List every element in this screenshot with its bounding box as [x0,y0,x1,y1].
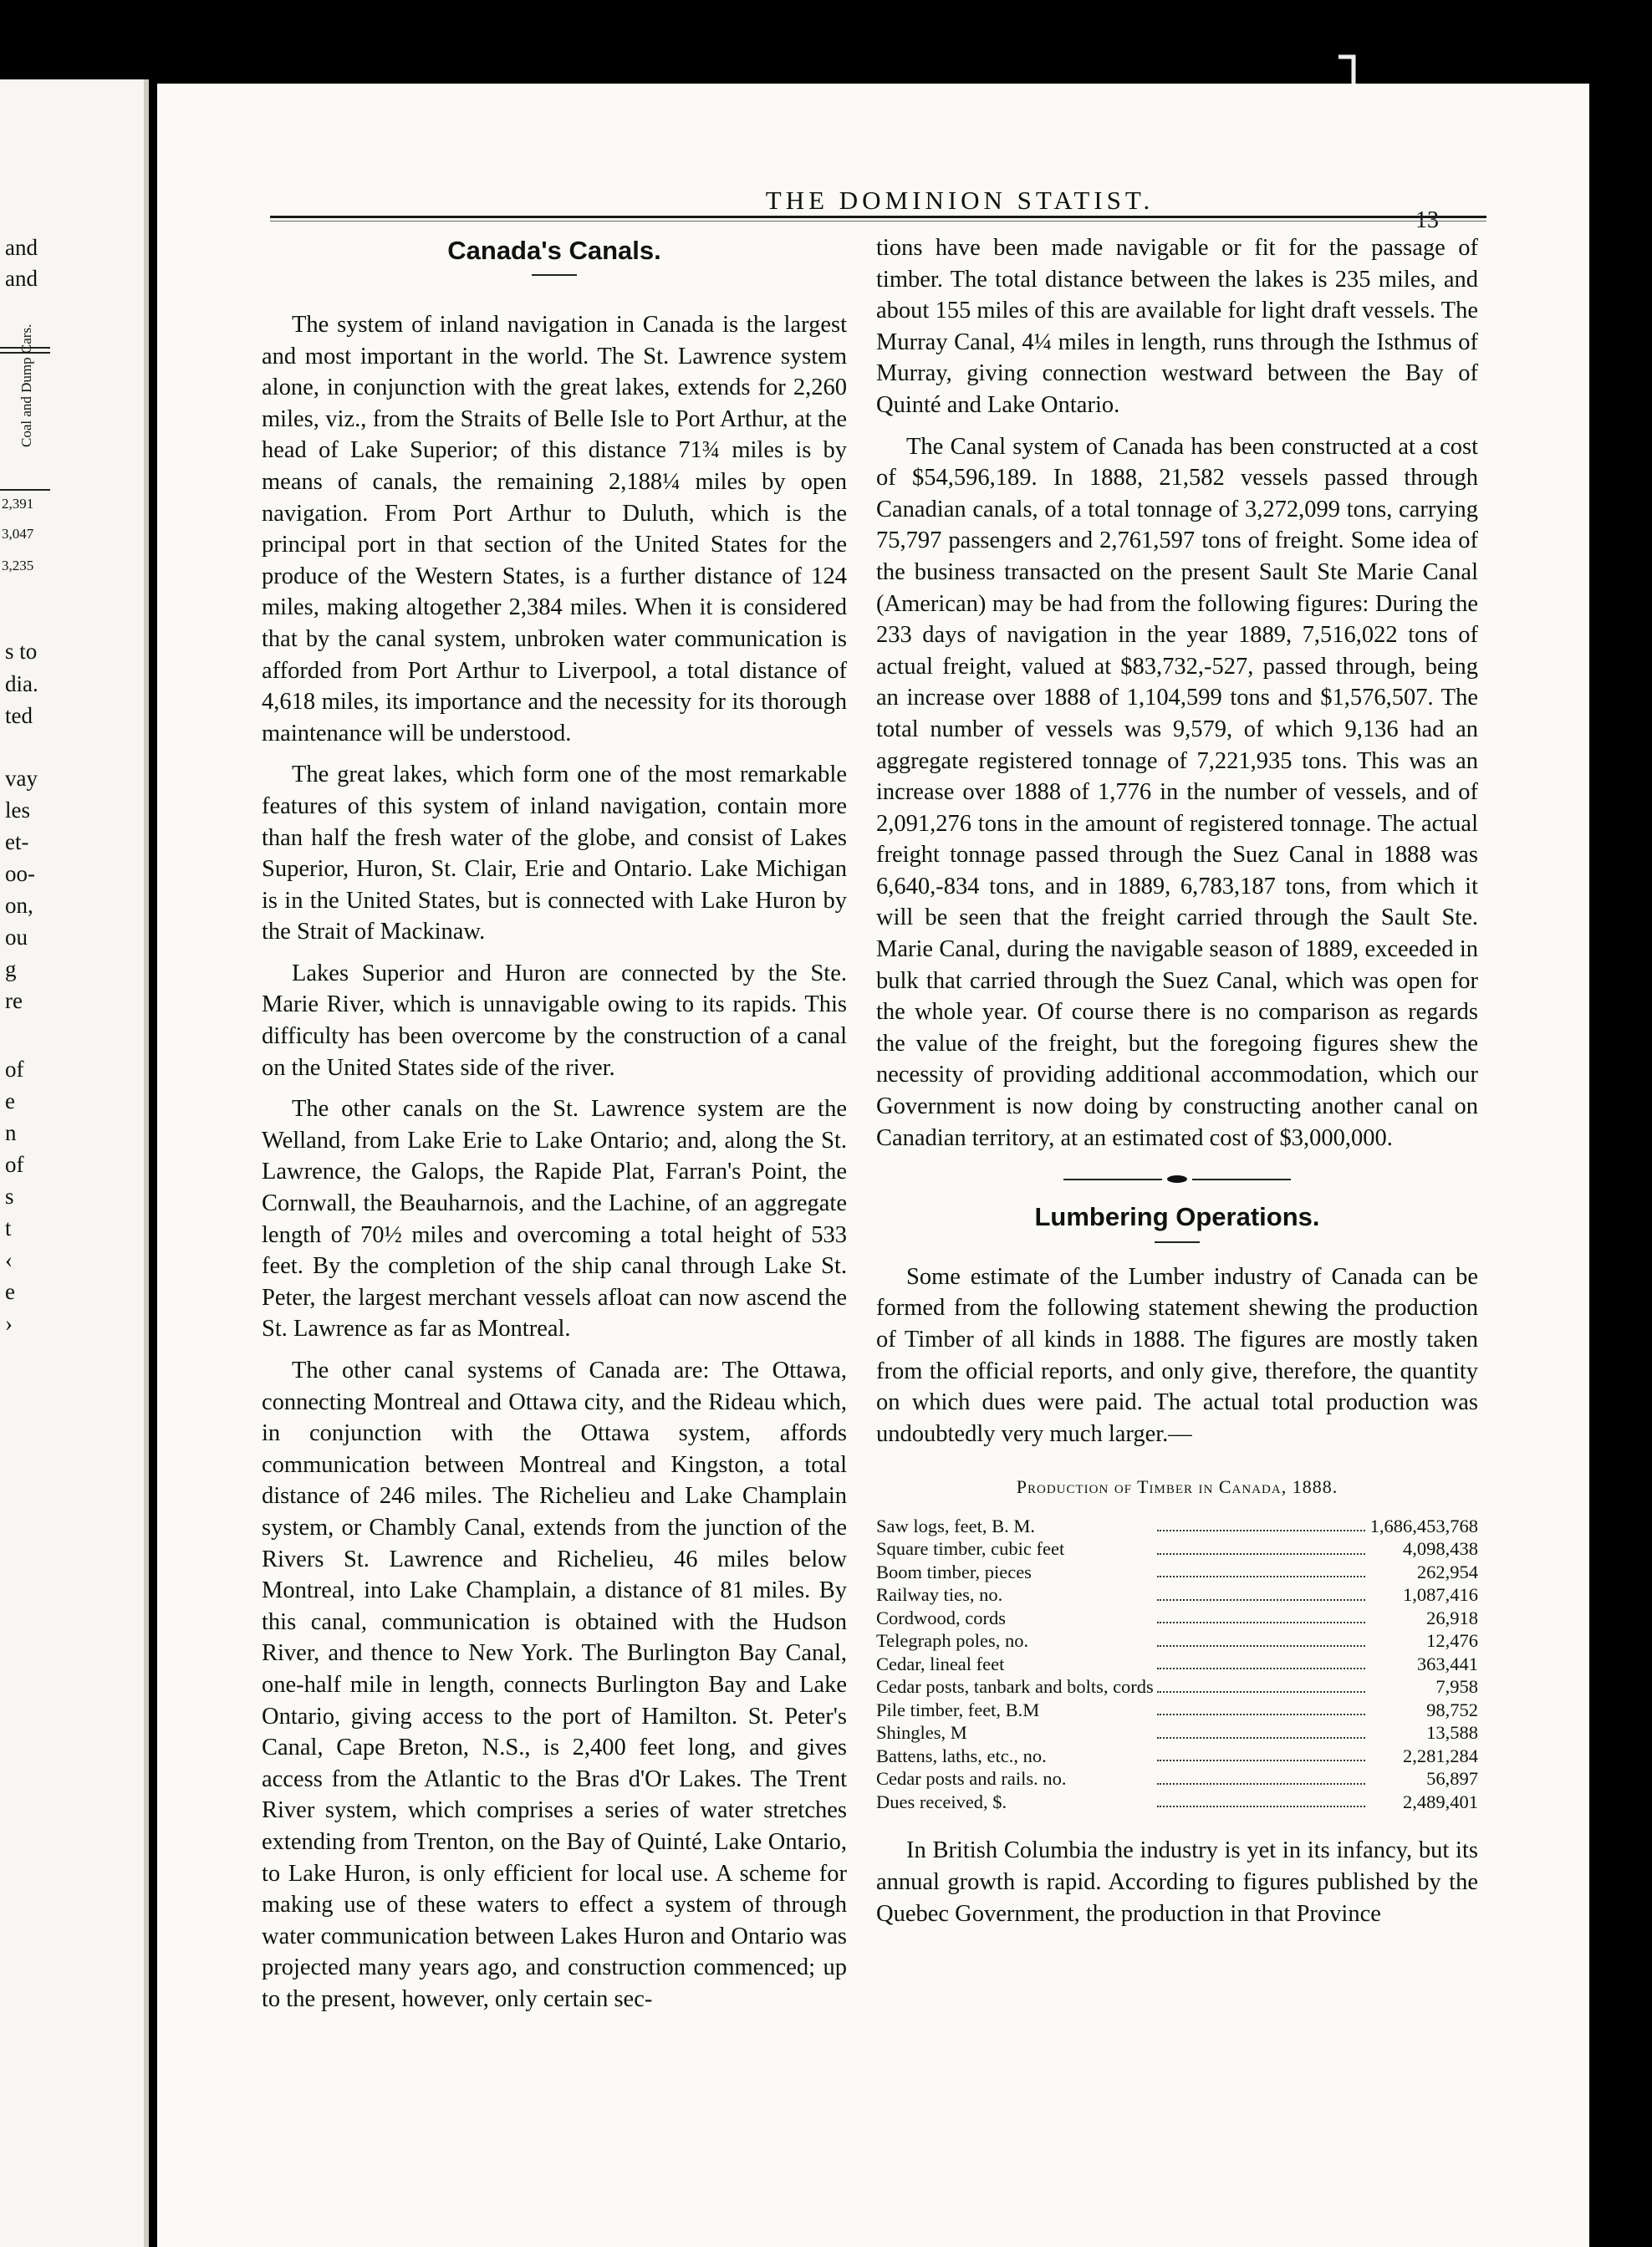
prev-fragment: on, [5,893,33,918]
lumbering-heading: Lumbering Operations. [1034,1202,1320,1232]
prev-fragment: s [5,1184,14,1209]
article-paragraph: The other canals on the St. Lawrence system are the Welland, from Lake Erie to Lake Ontario; and, along the St. Lawrence, the Galops, the Rapide Plat, Farran's Point, the Cornwall, the Beauharnois, and the Lachine, of an aggregate length of 70½ miles and overcoming a total height of 533 feet. By the completion of the ship canal through Lake St. Peter, the largest merchant vessels afloat can now ascend the St. Lawrence as far as Montreal. [262,1096,847,1343]
prev-number: 3,047 [2,526,34,542]
article-paragraph: The great lakes, which form one of the most remarkable features of this system of inland navigation, contain more than half the fresh water of the globe, and consist of Lakes Superior, Huron, St. Clair, Erie and Ontario. Lake Michigan is in the United States, but is connected with Lake Huron by the Strait of Mackinaw. [262,762,847,945]
timber-item-value: 4,098,438 [1403,1538,1478,1560]
timber-item-value: 12,476 [1426,1630,1478,1652]
article-paragraph: The other canal systems of Canada are: The Ottawa, connecting Montreal and Ottawa city, and the Rideau which, in conjunction with the Ottawa system, affords communication between Montreal and Kingston, a total distance of 246 miles. The Richelieu and Lake Champlain system, or Chambly Canal, extends from the junction of the Rivers St. Lawrence and Richelieu, 46 miles below Montreal, into Lake Champlain, a distance of 81 miles. By this canal, communication is obtained with the Hudson River, and thence to New York. The Burlington Bay Canal, one-half mile in length, connects Burlington Bay and Lake Ontario, giving access to the port of Hamilton. St. Peter's Canal, Cape Breton, N.S., is 2,400 feet long, and gives access from the Atlantic to the Bras d'Or Lakes. The Trent River system, which comprises a series of water stretches extending from Trenton, on the Bay of Quinté, Lake Ontario, to Lake Huron, is only efficient for local use. A scheme for making use of these waters to effect a system of through water communication between Lakes Huron and Ontario was projected many years ago, and construction commenced; up to the present, however, only certain sec- [262,1358,847,2012]
timber-item-label: Cedar posts and rails. no. [876,1768,1067,1790]
newspaper-page [157,84,1589,2247]
table-row [876,1791,1478,1814]
prev-fragment: t [5,1215,12,1241]
lumbering-closing: In British Columbia the industry is yet in its infancy, but its annual growth is rapid. According to figures published by the Quebec Government, the production in that Province [876,1837,1478,1927]
table-row [876,1561,1478,1584]
dot-leader [1154,1745,1370,1768]
header-rule-thin [270,221,1486,222]
article-paragraph: The Canal system of Canada has been constructed at a cost of $54,596,189. In 1888, 21,582 vessels passed through Canadian canals, of a total tonnage of 3,272,099 tons, carrying 75,797 passengers and 2,761,597 tons of freight. Some idea of the business transacted on the present Sault Ste Marie Canal (American) may be had from the following figures: During the 233 days of navigation in the year 1889, 7,516,022 tons of actual freight, valued at $83,732,-527, passed through, being an increase over 1888 of 1,104,599 tons and $1,576,507. The total number of vessels was 9,579, of which 9,136 had an aggregate registered tonnage of 7,221,935 tons. This was an increase over 1888 of 1,776 in the number of vessels, and of 2,091,276 tons in the amount of registered tonnage. The actual freight tonnage passed through the Suez Canal in 1888 was 6,640,-834 tons, and in 1889, 6,783,187 tons, from which it will be seen that the freight carried through the Sault Ste. Marie Canal, during the navigable season of 1889, exceeded in bulk that carried through the Suez Canal, which was open for the whole year. Of course there is no comparison as regards the value of the freight, but the foregoing figures shew the necessity of providing additional accommodation, which our Government is now doing by constructing another canal on Canadian territory, at an estimated cost of $3,000,000. [876,433,1478,1151]
dot-leader [1154,1653,1370,1676]
prev-fragment: e [5,1279,15,1304]
timber-item-value: 56,897 [1426,1768,1478,1790]
timber-item-value: 1,087,416 [1403,1584,1478,1606]
timber-item-value: 98,752 [1426,1699,1478,1720]
table-row [876,1515,1478,1538]
dot-leader [1154,1607,1370,1630]
timber-item-value: 363,441 [1416,1653,1478,1674]
timber-item-label: Pile timber, feet, B.M [876,1699,1040,1720]
dot-leader [1154,1537,1370,1561]
prev-fragment: et- [5,829,29,854]
prev-fragment: n [5,1120,17,1145]
previous-page-edge [0,79,149,2247]
table-row [876,1699,1478,1722]
dot-leader [1154,1583,1370,1607]
dot-leader [1154,1721,1370,1745]
table-row [876,1583,1478,1607]
timber-item-label: Railway ties, no. [876,1584,1003,1606]
table-row [876,1767,1478,1791]
prev-fragment: g [5,956,17,981]
dot-leader [1154,1515,1370,1538]
prev-fragment: of [5,1152,24,1177]
prev-fragment: re [5,988,23,1013]
section-ornament [876,1175,1478,1183]
table-row [876,1607,1478,1630]
canals-heading: Canada's Canals. [447,236,661,265]
prev-rotated-label: Coal and Dump Cars. [18,324,34,447]
timber-production-table [876,1515,1478,1814]
prev-fragment: les [5,797,30,823]
canals-heading-block [262,236,847,276]
timber-item-label: Telegraph poles, no. [876,1630,1029,1652]
timber-item-value: 26,918 [1426,1607,1478,1628]
timber-item-label: Battens, laths, etc., no. [876,1745,1047,1766]
prev-fragment: s to [5,639,38,664]
timber-item-value: 2,489,401 [1403,1791,1478,1812]
header-rule [270,216,1486,218]
timber-item-value: 1,686,453,768 [1369,1515,1478,1536]
timber-item-label: Cordwood, cords [876,1607,1006,1628]
dot-leader [1154,1699,1370,1722]
dot-leader [1154,1791,1370,1814]
page-header-title: THE DOMINION STATIST. [765,186,1155,215]
dot-leader [1154,1629,1370,1653]
timber-item-value: 13,588 [1426,1722,1478,1744]
table-row [876,1629,1478,1653]
article-paragraph: The system of inland navigation in Canada is the largest and most important in the world. The St. Lawrence system alone, in conjunction with the great lakes, extends for 2,260 miles, viz., from the Straits of Belle Isle to Port Arthur, at the head of Lake Superior; of this distance 71¾ miles is by means of canals, the remaining 2,188¼ miles by open navigation. From Port Arthur to Duluth, which is the principal port in that section of the United States for the produce of the Western States, is a further distance of 124 miles, making altogether 2,384 miles. When it is considered that by the canal system, unbroken water communication is afforded from Port Arthur to Liverpool, a total distance of 4,618 miles, its importance and the necessity for its thorough maintenance will be understood. [262,312,847,746]
page-gutter [144,79,149,2247]
dot-leader [1154,1561,1370,1584]
timber-item-value: 2,281,284 [1403,1745,1478,1766]
timber-item-label: Cedar, lineal feet [876,1653,1005,1674]
table-row [876,1675,1478,1699]
timber-item-label: Saw logs, feet, B. M. [876,1515,1035,1536]
dot-leader [1154,1767,1370,1791]
timber-item-label: Dues received, $. [876,1791,1007,1812]
timber-item-label: Boom timber, pieces [876,1561,1032,1582]
prev-fragment: and [5,266,38,291]
prev-fragment: ou [5,925,28,950]
timber-item-label: Square timber, cubic feet [876,1538,1065,1560]
article-paragraph-continued: tions have been made navigable or fit for the passage of timber. The total distance between the lakes is 235 miles, and about 155 miles of this are available for light draft vessels. The Murray Canal, 4¼ miles in length, runs through the Isthmus of Murray, giving connection westward between the Bay of Quinté and Lake Ontario. [876,235,1478,418]
prev-fragment: vay [5,766,38,791]
prev-fragment: ted [5,703,33,728]
heading-rule [1155,1241,1200,1243]
prev-fragment: oo- [5,861,35,886]
timber-table-title: Production of Timber in Canada, 1888. [1016,1476,1338,1498]
heading-rule [532,274,577,276]
prev-number: 2,391 [2,496,34,512]
timber-item-label: Cedar posts, tanbark and bolts, cords [876,1676,1154,1698]
table-row [876,1721,1478,1745]
prev-fragment: of [5,1057,24,1082]
left-column [262,309,847,2015]
dot-leader [1154,1675,1370,1699]
table-row [876,1745,1478,1768]
right-column [876,232,1478,1929]
timber-item-value: 262,954 [1416,1561,1478,1582]
lumbering-intro: Some estimate of the Lumber industry of Canada can be formed from the following statement shewing the production of Timber of all kinds in 1888. The figures are mostly taken from the official reports, and only give, therefore, the quantity on which dues were paid. The actual total production was undoubtedly very much larger.— [876,1263,1478,1447]
prev-rule [0,489,50,491]
prev-fragment: ‹ [5,1247,13,1272]
prev-fragment: and [5,235,38,260]
table-row [876,1537,1478,1561]
prev-fragment: e [5,1088,15,1113]
timber-item-value: 7,958 [1435,1676,1478,1698]
timber-item-label: Shingles, M [876,1722,967,1744]
article-paragraph: Lakes Superior and Huron are connected by the Ste. Marie River, which is unnavigable owing to its rapids. This difficulty has been overcome by the construction of a canal on the United States side of the river. [262,960,847,1081]
prev-number: 3,235 [2,558,34,573]
table-row [876,1653,1478,1676]
prev-fragment: dia. [5,671,38,696]
prev-fragment: › [5,1311,13,1336]
